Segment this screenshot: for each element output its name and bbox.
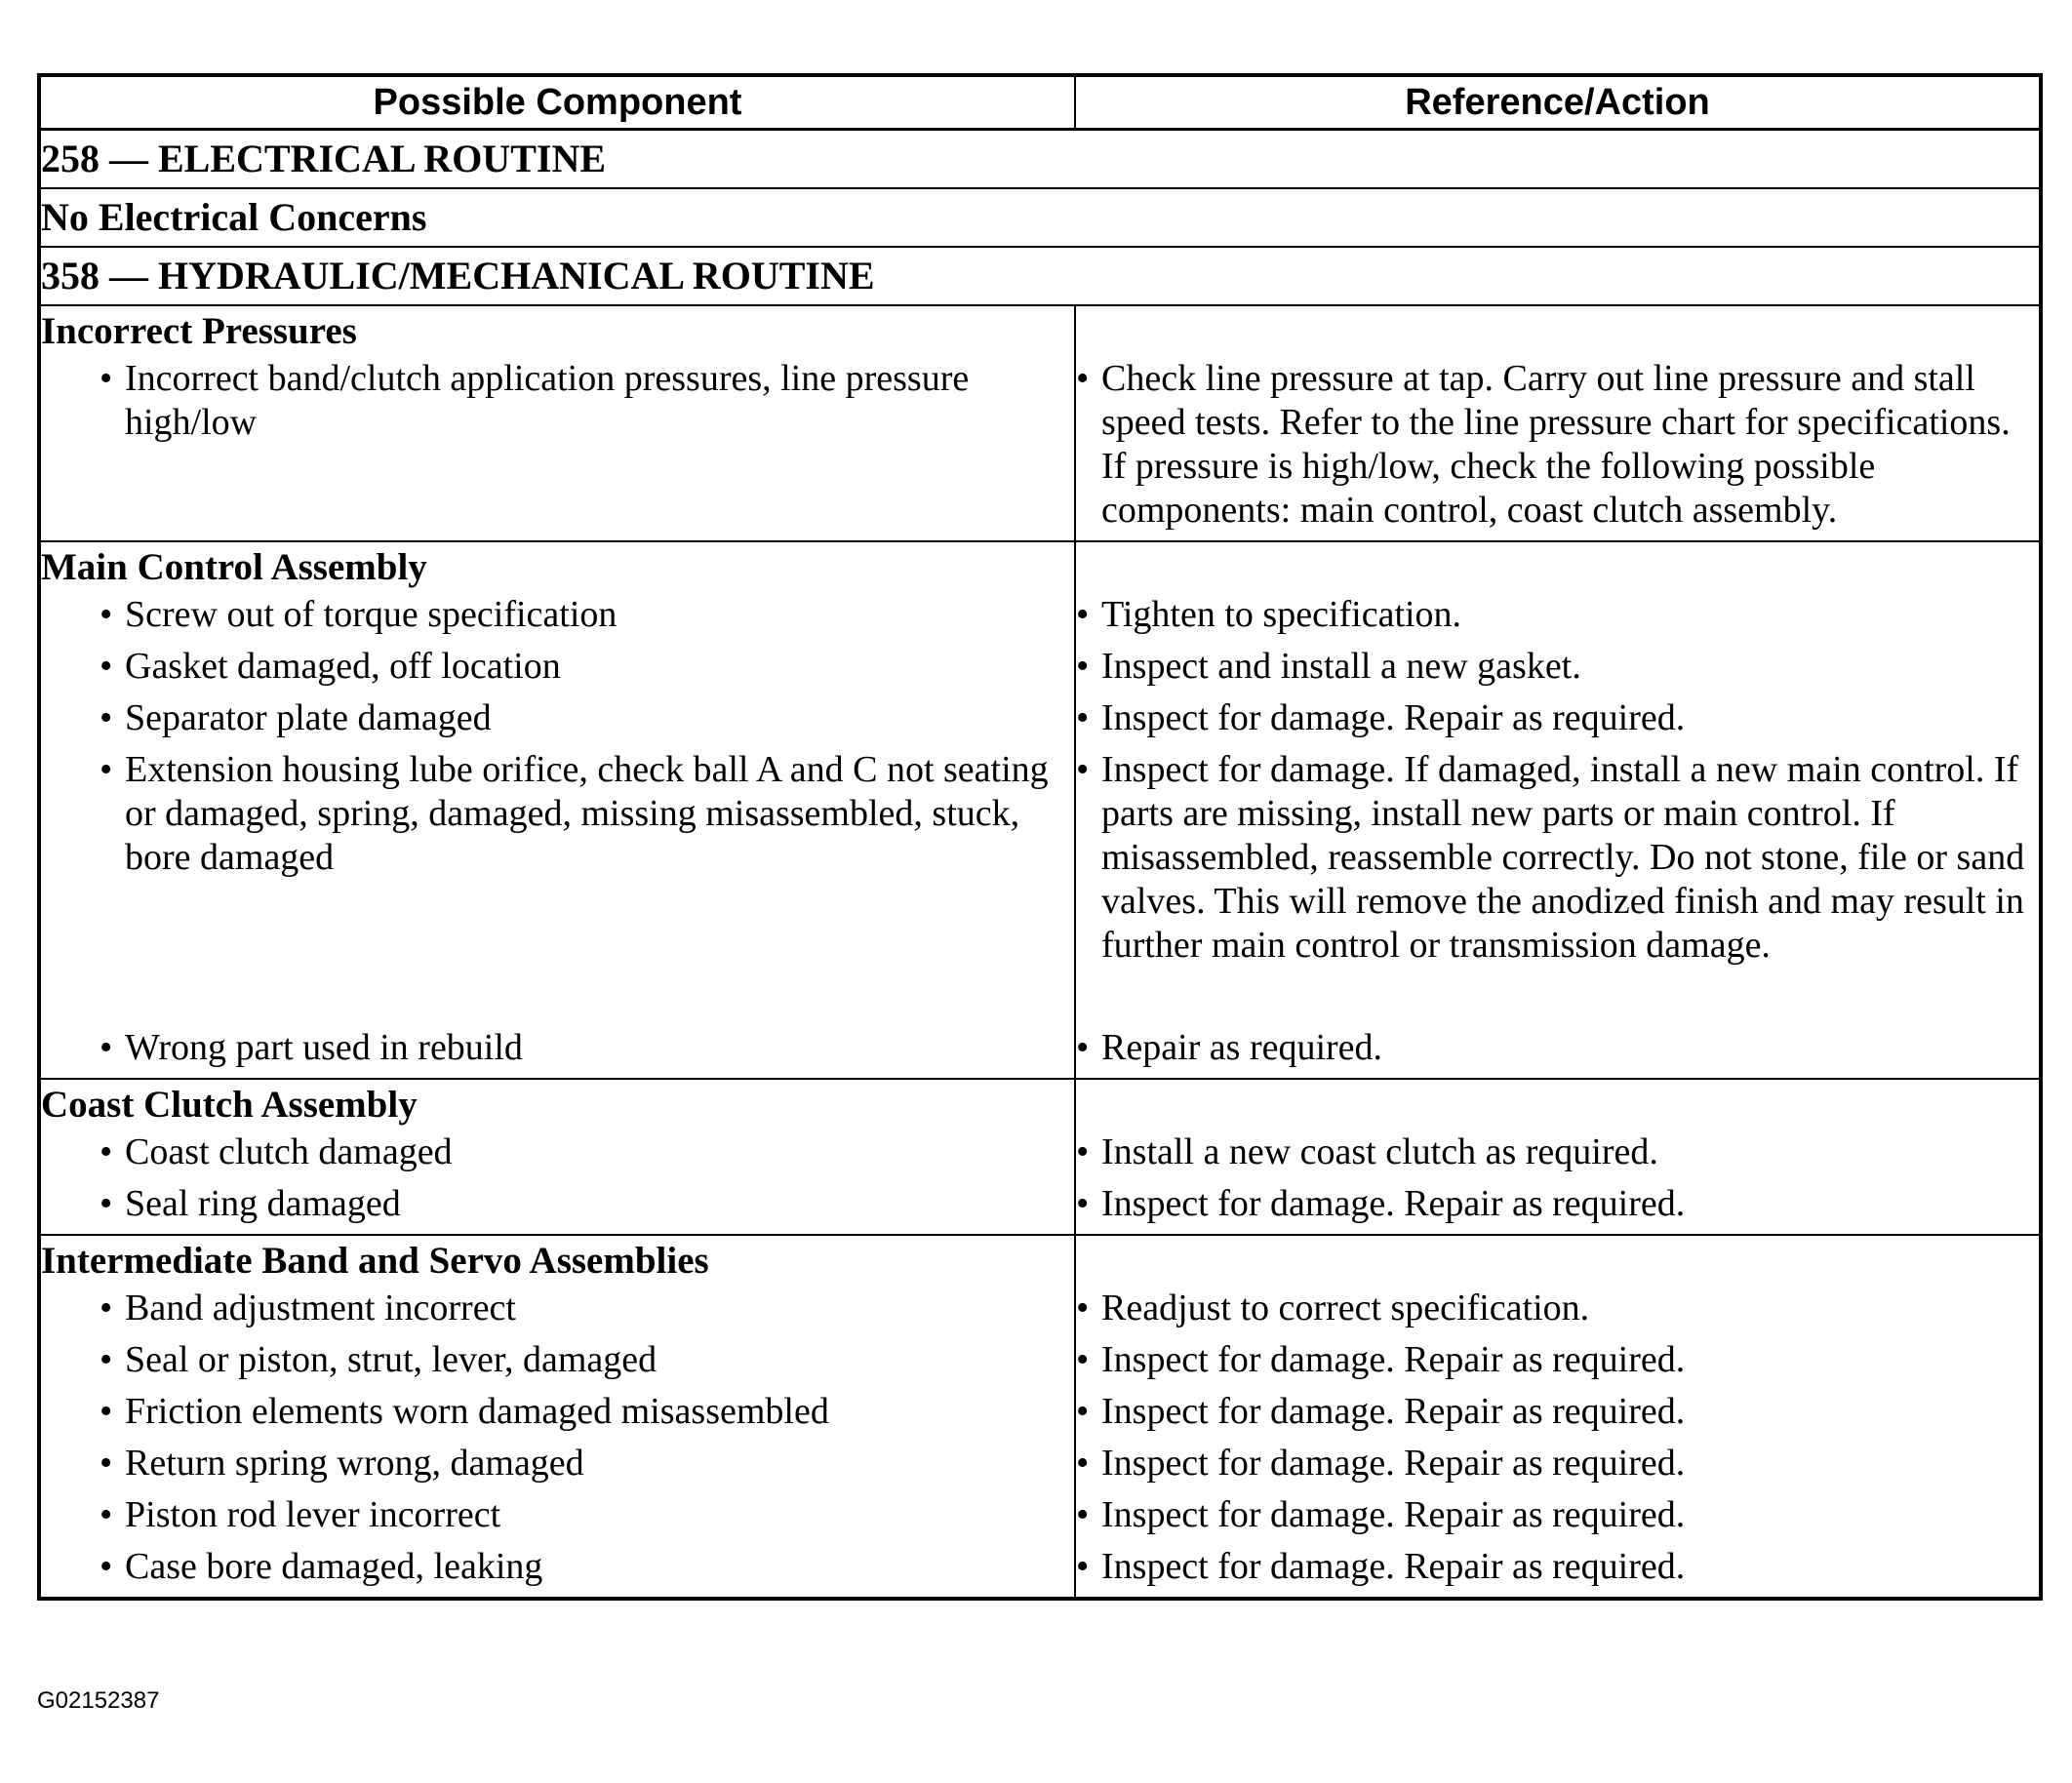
component-item: • Friction elements worn damaged misassembled (41, 1390, 1074, 1434)
action-cell (1075, 305, 2041, 541)
component-cell (39, 541, 1075, 1079)
group-row-coast-clutch (39, 1079, 2041, 1235)
action-item: • Inspect for damage. Repair as required. (1076, 1338, 2039, 1382)
action-item: • Inspect for damage. If damaged, install a new main control. If parts are missing, install new parts or main control. If misassembled, reassemble correctly. Do not stone, file or sand valves. This will remove the anodized finish and may result in further main control or transmission damage. (1076, 748, 2039, 1018)
component-item: • Seal or piston, strut, lever, damaged (41, 1338, 1074, 1382)
component-item: • Separator plate damaged (41, 696, 1074, 740)
component-item: • Wrong part used in rebuild (41, 1026, 1074, 1070)
action-item: • Repair as required. (1076, 1026, 2039, 1070)
component-item: • Screw out of torque specification (41, 593, 1074, 637)
component-item: • Gasket damaged, off location (41, 645, 1074, 689)
action-item: • Readjust to correct specification. (1076, 1287, 2039, 1330)
component-item: • Extension housing lube orifice, check ball A and C not seating or damaged, spring, damaged, missing misassembled, stuck, bore damaged (41, 748, 1074, 1018)
component-item: • Return spring wrong, damaged (41, 1442, 1074, 1486)
header-possible-component: Possible Component (39, 75, 1075, 130)
component-cell (39, 1079, 1075, 1235)
group-title: Intermediate Band and Servo Assemblies (41, 1240, 709, 1282)
component-item: • Piston rod lever incorrect (41, 1493, 1074, 1537)
section-row-electrical (39, 130, 2041, 189)
component-cell (39, 305, 1075, 541)
action-item: • Inspect and install a new gasket. (1076, 645, 2039, 689)
component-item: • Coast clutch damaged (41, 1130, 1074, 1174)
section-title: 258 — ELECTRICAL ROUTINE (39, 130, 2041, 189)
header-reference-action: Reference/Action (1075, 75, 2041, 130)
section-row-hydraulic (39, 247, 2041, 305)
action-cell (1075, 1235, 2041, 1599)
diagnostic-table (37, 73, 2043, 1601)
group-title: Main Control Assembly (41, 546, 427, 588)
action-item: • Tighten to specification. (1076, 593, 2039, 637)
action-item: • Inspect for damage. Repair as required. (1076, 1182, 2039, 1226)
component-cell (39, 1235, 1075, 1599)
component-item: • Incorrect band/clutch application pressures, line pressure high/low (41, 357, 1074, 445)
group-row-incorrect-pressures (39, 305, 2041, 541)
component-item: • Seal ring damaged (41, 1182, 1074, 1226)
action-item: • Inspect for damage. Repair as required. (1076, 1493, 2039, 1537)
group-row-main-control (39, 541, 2041, 1079)
action-cell (1075, 1079, 2041, 1235)
action-item: • Check line pressure at tap. Carry out line pressure and stall speed tests. Refer to the line pressure chart for specifications. If pressure is high/low, check the following possible components: main control, coast clutch assembly. (1076, 357, 2039, 533)
action-item: • Install a new coast clutch as required. (1076, 1130, 2039, 1174)
section-row-no-concerns (39, 188, 2041, 247)
action-cell (1075, 541, 2041, 1079)
action-item: • Inspect for damage. Repair as required. (1076, 696, 2039, 740)
section-title: No Electrical Concerns (39, 188, 2041, 247)
group-title: Incorrect Pressures (41, 310, 357, 352)
action-item: • Inspect for damage. Repair as required. (1076, 1545, 2039, 1589)
action-item: • Inspect for damage. Repair as required. (1076, 1442, 2039, 1486)
group-row-intermediate-band (39, 1235, 2041, 1599)
figure-id: G02152387 (37, 1687, 160, 1714)
table-header-row (39, 75, 2041, 130)
group-title: Coast Clutch Assembly (41, 1084, 418, 1126)
section-title: 358 — HYDRAULIC/MECHANICAL ROUTINE (39, 247, 2041, 305)
component-item: • Band adjustment incorrect (41, 1287, 1074, 1330)
action-item: • Inspect for damage. Repair as required. (1076, 1390, 2039, 1434)
component-item: • Case bore damaged, leaking (41, 1545, 1074, 1589)
